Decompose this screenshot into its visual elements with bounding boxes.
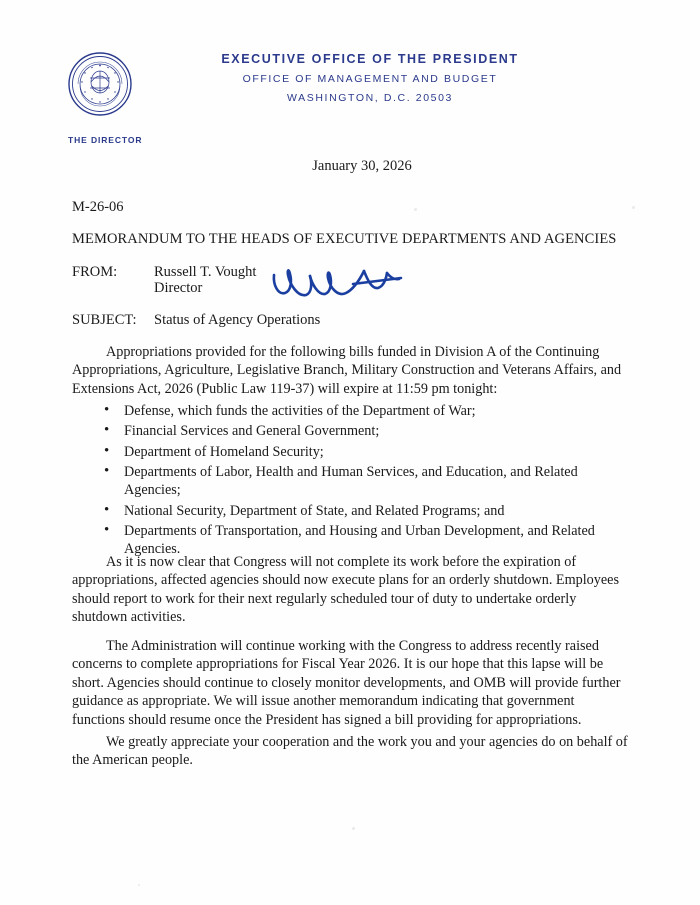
scan-artifact	[414, 208, 417, 211]
scan-artifact	[138, 884, 140, 886]
list-item-text: Departments of Labor, Health and Human Services, and Education, and Related Agencies;	[124, 463, 578, 499]
body-paragraph-1	[72, 343, 628, 398]
list-item	[96, 402, 636, 420]
scan-artifact	[352, 827, 355, 830]
body-paragraph-2-text: As it is now clear that Congress will not complete its work before the expiration of appropriations, affected agencies should now execute plans for an orderly shutdown. Employees should report to work for their next regularly scheduled tour of duty to undertake orderly shutdown activities.	[72, 554, 619, 626]
list-item	[96, 502, 636, 520]
memo-from-name: Russell T. Vought	[154, 264, 257, 280]
body-paragraph-4-text: We greatly appreciate your cooperation and the work you and your agencies do on behalf of the American people.	[72, 734, 628, 769]
memo-subject-label: SUBJECT:	[72, 312, 137, 328]
body-paragraph-4	[72, 733, 628, 770]
list-item-text: Defense, which funds the activities of the Department of War;	[124, 403, 476, 419]
memo-from-label: FROM:	[72, 264, 118, 280]
memo-subject-row	[72, 312, 632, 329]
body-paragraph-1-text: Appropriations provided for the following bills funded in Division A of the Continuing Appropriations, Agriculture, Legislative Branch, Military Construction and Veterans Affairs, and Extensions Act, 2026 (Public Law 119-37) will expire at 11:59 pm tonight:	[72, 344, 622, 397]
memo-subject-value: Status of Agency Operations	[154, 312, 321, 328]
memo-from-row	[72, 264, 632, 281]
body-paragraph-3-text: The Administration will continue working with the Congress to address recently raised concerns to complete appropriations for Fiscal Year 2026. It is our hope that this lapse will be short. Agencies should continue to closely monitor developments, and OMB will provide further guidance as appropriate. We will issue another memorandum indicating that government functions should resume once the President has signed a bill providing for appropriations.	[72, 638, 621, 728]
director-label: THE DIRECTOR	[68, 135, 143, 145]
letterhead-line-3: WASHINGTON, D.C. 20503	[287, 92, 453, 104]
list-item-text: Departments of Transportation, and Housing and Urban Development, and Related Agencies.	[124, 522, 595, 558]
body-paragraph-3	[72, 637, 628, 729]
signature-image	[268, 255, 418, 307]
scan-artifact	[632, 206, 635, 209]
memo-to-line: MEMORANDUM TO THE HEADS OF EXECUTIVE DEPARTMENTS AND AGENCIES	[72, 231, 617, 247]
letterhead-line-1: EXECUTIVE OFFICE OF THE PRESIDENT	[221, 52, 519, 66]
list-item	[96, 443, 636, 461]
bullet-list	[96, 402, 636, 561]
letterhead	[0, 52, 700, 104]
body-paragraph-2	[72, 553, 628, 627]
list-item	[96, 422, 636, 440]
list-item-text: National Security, Department of State, and Related Programs; and	[124, 502, 505, 519]
letterhead-line-2: OFFICE OF MANAGEMENT AND BUDGET	[242, 73, 498, 85]
list-item	[96, 463, 636, 500]
list-item-text: Financial Services and General Government;	[124, 423, 380, 440]
list-item-text: Department of Homeland Security;	[124, 443, 324, 460]
memo-from-title: Director	[154, 280, 203, 296]
memo-number: M-26-06	[72, 199, 124, 215]
memo-date: January 30, 2026	[312, 158, 412, 174]
